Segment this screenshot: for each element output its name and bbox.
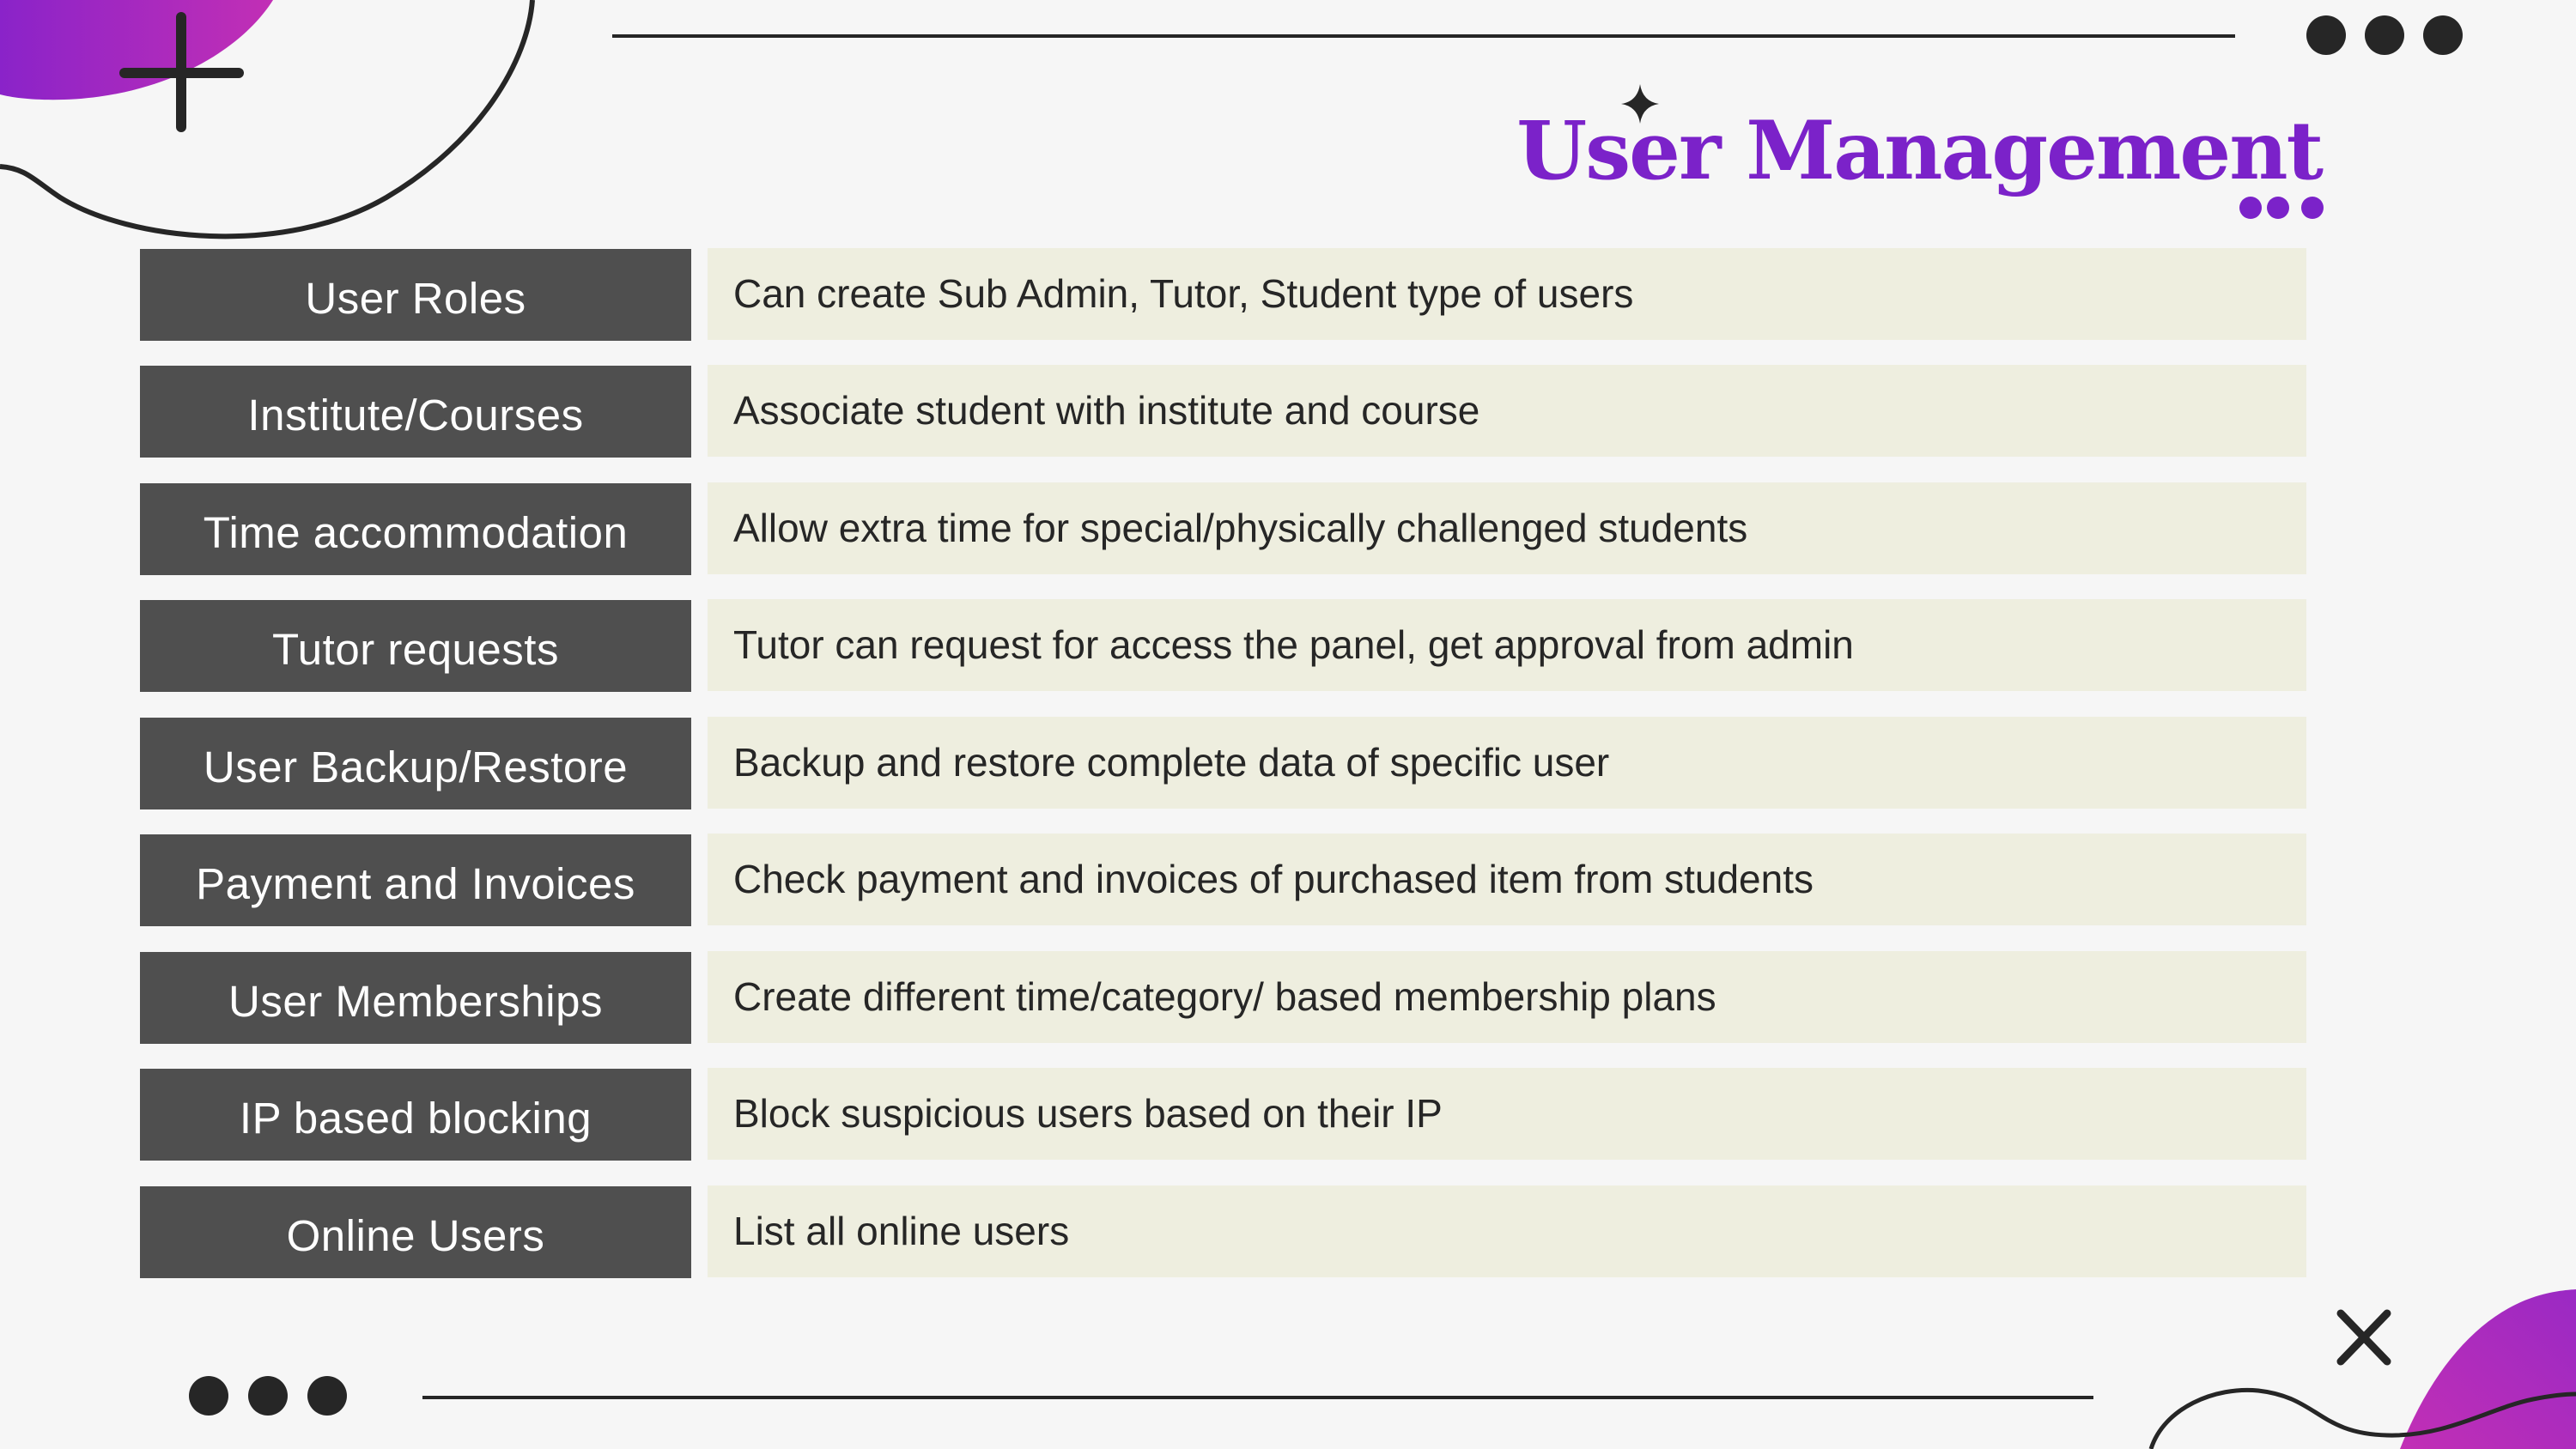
feature-description: List all online users [708, 1185, 2306, 1277]
feature-row [140, 600, 2306, 692]
feature-label: Time accommodation [140, 483, 691, 575]
feature-description: Associate student with institute and course [708, 365, 2306, 457]
feature-label: Online Users [140, 1186, 691, 1278]
feature-description: Block suspicious users based on their IP [708, 1068, 2306, 1160]
feature-description: Allow extra time for special/physically challenged students [708, 482, 2306, 574]
top-right-dots-icon [2306, 15, 2463, 55]
top-left-purple-blob [0, 0, 273, 100]
feature-description: Check payment and invoices of purchased item from students [708, 834, 2306, 925]
feature-label: Payment and Invoices [140, 834, 691, 926]
feature-row [140, 366, 2306, 458]
feature-label: User Roles [140, 249, 691, 341]
feature-row [140, 718, 2306, 809]
feature-description: Can create Sub Admin, Tutor, Student type of users [708, 248, 2306, 340]
feature-label: Institute/Courses [140, 366, 691, 458]
bottom-right-purple-blob [2400, 1289, 2576, 1449]
page-title: User Management [1516, 104, 2322, 198]
feature-description: Create different time/category/ based membership plans [708, 951, 2306, 1043]
bottom-left-dots-icon [189, 1376, 347, 1416]
feature-label: User Memberships [140, 952, 691, 1044]
feature-row [140, 483, 2306, 575]
feature-row [140, 834, 2306, 926]
feature-description: Tutor can request for access the panel, get approval from admin [708, 599, 2306, 691]
feature-label: Tutor requests [140, 600, 691, 692]
feature-label: IP based blocking [140, 1069, 691, 1161]
feature-description: Backup and restore complete data of specific user [708, 717, 2306, 809]
feature-row [140, 952, 2306, 1044]
close-x-icon [2341, 1313, 2387, 1361]
feature-row [140, 1069, 2306, 1161]
feature-row [140, 1186, 2306, 1278]
feature-row [140, 249, 2306, 341]
feature-label: User Backup/Restore [140, 718, 691, 809]
